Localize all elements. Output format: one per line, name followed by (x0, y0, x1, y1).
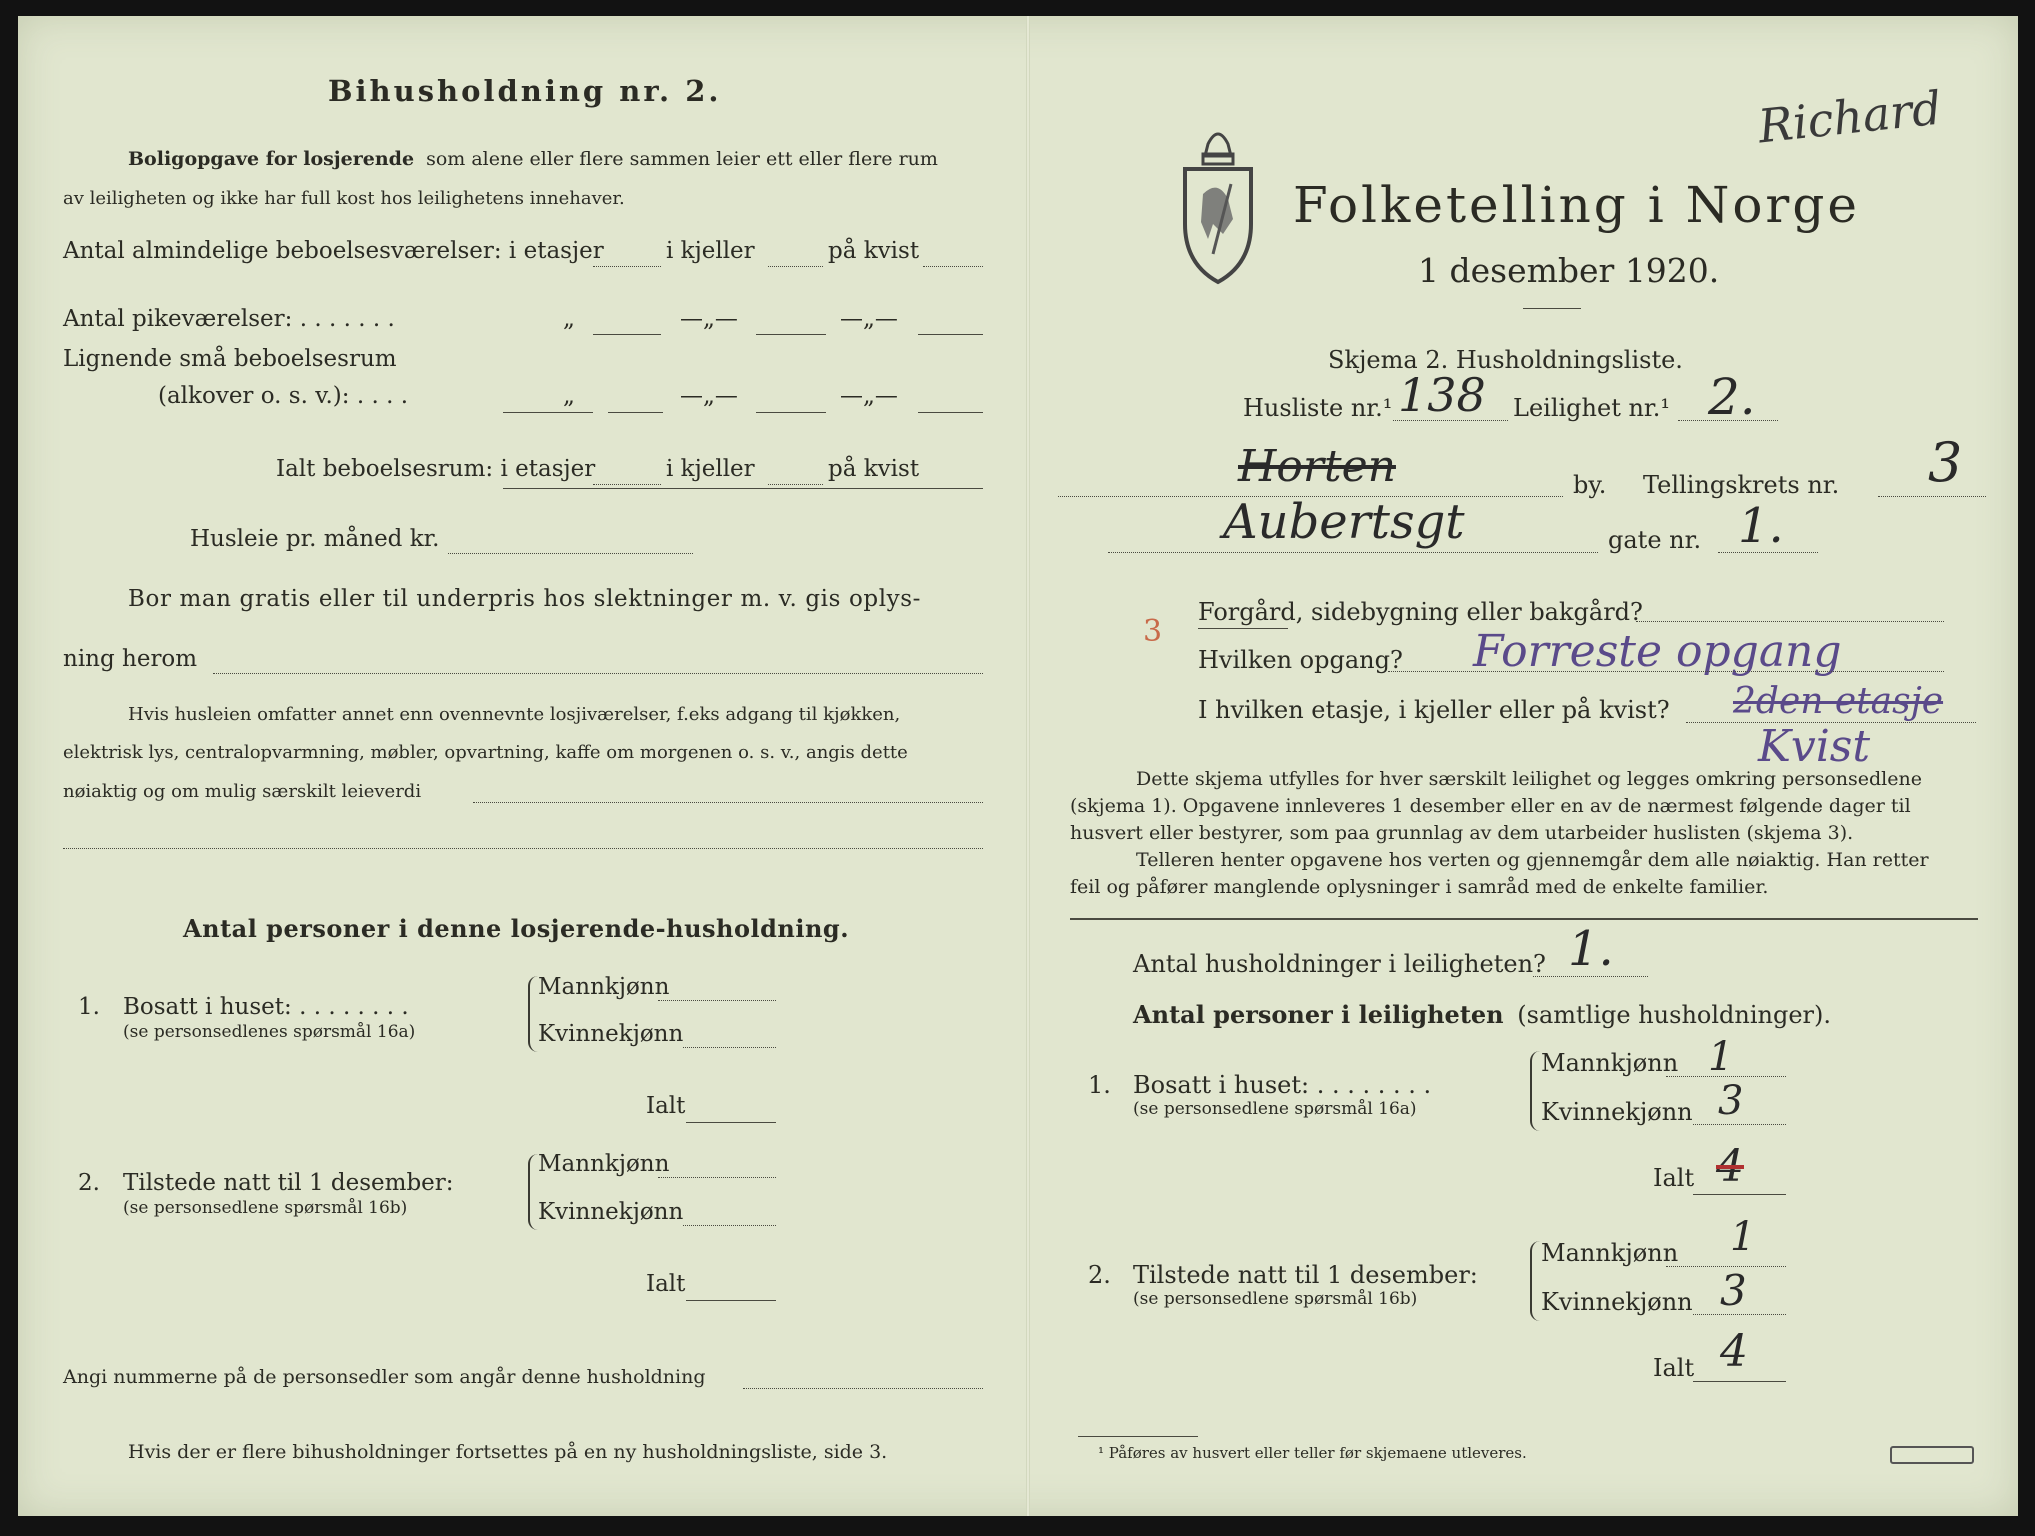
left-q1-kvinne-field[interactable] (683, 1047, 776, 1048)
by-label: by. (1573, 471, 1607, 499)
forgaard-field[interactable] (1636, 621, 1944, 622)
left-q1-mann-label: Mannkjønn (538, 974, 670, 1000)
tellingskrets-value[interactable]: 3 (1928, 431, 1963, 494)
title-rule (1523, 308, 1581, 309)
bor-field[interactable] (213, 673, 983, 674)
left-q1-num: 1. (78, 994, 100, 1020)
gate-label: gate nr. (1608, 526, 1702, 554)
form-date: 1 desember 1920. (1418, 251, 1720, 290)
left-q2-kvinne-field[interactable] (683, 1225, 776, 1226)
left-q2-ialt-field[interactable] (686, 1300, 776, 1301)
leilighet-label: Leilighet nr.¹ (1513, 394, 1671, 422)
corner-handwriting: Richard (1755, 80, 1944, 154)
instr-line-3: husvert eller bestyrer, som paa grunnlag av dem utarbeider huslisten (skjema 3). (1070, 822, 1854, 844)
gate-nr-value[interactable]: 1. (1738, 498, 1784, 554)
pike-kvist-field[interactable] (918, 334, 983, 335)
instr-line-1: Dette skjema utfylles for hver særskilt leilighet og legges omkring personsedlene (1136, 768, 1922, 790)
tellingskrets-label: Tellingskrets nr. (1643, 471, 1840, 499)
right-q1-ialt-field (1693, 1194, 1786, 1195)
right-q2-label: Tilstede natt til 1 desember: (1133, 1261, 1478, 1289)
form-title: Folketelling i Norge (1293, 176, 1860, 234)
alk-line-a[interactable] (503, 412, 593, 413)
pike-label: Antal pikeværelser: . . . . . . . (63, 306, 395, 332)
kvist-label: på kvist (828, 238, 920, 264)
right-personer-bold: Antal personer i leiligheten (1133, 1000, 1504, 1029)
antal-label: Antal almindelige beboelsesværelser: i etasjer (63, 238, 604, 264)
left-q1-ialt-label: Ialt (646, 1093, 686, 1119)
right-q1-ialt-label: Ialt (1653, 1164, 1695, 1192)
right-q2-ialt-value[interactable]: 4 (1720, 1326, 1748, 1377)
right-q2-mann-label: Mannkjønn (1541, 1239, 1679, 1267)
right-q2-ialt-label: Ialt (1653, 1354, 1695, 1382)
leieverdi-field-2[interactable] (63, 848, 983, 849)
intro-rest: som alene eller flere sammen leier ett eller flere rum (426, 148, 938, 170)
right-q1-label: Bosatt i huset: . . . . . . . . (1133, 1071, 1432, 1099)
coat-of-arms-icon (1173, 124, 1263, 289)
opgang-field (1388, 671, 1944, 672)
leilighet-field (1678, 420, 1778, 421)
left-q1-kvinne-label: Kvinnekjønn (538, 1021, 684, 1047)
census-form-sheet (18, 16, 2018, 1516)
bor-line-1: Bor man gratis eller til underpris hos slektninger m. v. gis oplys- (128, 586, 922, 612)
instr-line-2: (skjema 1). Opgavene innleveres 1 desember eller en av de nærmest følgende dager til (1070, 795, 1911, 817)
husliste-label: Husliste nr.¹ (1243, 394, 1393, 422)
husleie-label: Husleie pr. måned kr. (190, 526, 440, 552)
bor-line-2: ning herom (63, 646, 198, 672)
right-personer-heading (1133, 1000, 1831, 1029)
left-q1-label: Bosatt i huset: . . . . . . . . (123, 994, 409, 1020)
hush-field (1533, 976, 1648, 977)
instr-rule (1070, 918, 1978, 920)
right-q1-kvinne-field (1693, 1124, 1786, 1125)
angi-label: Angi nummerne på de personsedler som angår denne husholdning (63, 1366, 706, 1388)
alk-ditto-3: —„— (840, 383, 898, 409)
left-q2-mann-field[interactable] (658, 1177, 776, 1178)
right-q1-mann-field (1666, 1076, 1786, 1077)
hush-value[interactable]: 1. (1568, 921, 1614, 977)
intro-bold: Boligopgave for losjerende (128, 148, 415, 170)
page-fold (1026, 16, 1030, 1516)
ialt-kjeller-field[interactable] (768, 484, 823, 485)
by-value[interactable]: Horten (1238, 441, 1396, 492)
skjema-label: Skjema 2. Husholdningsliste. (1328, 346, 1683, 374)
right-q1-sub: (se personsedlene spørsmål 16a) (1133, 1099, 1417, 1119)
instr-line-4: Telleren henter opgavene hos verten og gjennemgår dem alle nøiaktig. Han retter (1136, 849, 1929, 871)
angi-field[interactable] (743, 1388, 983, 1389)
hvis-line-3: nøiaktig og om mulig særskilt leieverdi (63, 781, 422, 802)
right-q2-kvinne-label: Kvinnekjønn (1541, 1288, 1693, 1316)
right-q1-kvinne-value[interactable]: 3 (1718, 1078, 1744, 1124)
leilighet-value[interactable]: 2. (1708, 368, 1756, 426)
left-q2-label: Tilstede natt til 1 desember: (123, 1170, 454, 1196)
printer-stamp (1890, 1446, 1974, 1464)
footnote-rule (1078, 1436, 1198, 1437)
gate-nr-field (1718, 552, 1818, 553)
left-q1-ialt-field[interactable] (686, 1122, 776, 1123)
alkover-label: (alkover o. s. v.): . . . . (158, 383, 409, 409)
ialt-beboelse-label: Ialt beboelsesrum: i etasjer (276, 456, 596, 482)
right-q1-mann-label: Mannkjønn (1541, 1049, 1679, 1077)
kjeller-label: i kjeller (666, 238, 755, 264)
pike-ditto-3: —„— (840, 306, 898, 332)
right-q2-num: 2. (1088, 1261, 1111, 1289)
ialt-etasjer-field[interactable] (593, 484, 661, 485)
pike-ditto-1: „ (563, 306, 575, 332)
alk-ditto-2: —„— (680, 383, 738, 409)
husliste-value[interactable]: 138 (1398, 368, 1486, 422)
instr-line-5: feil og påfører manglende oplysninger i samråd med de enkelte familier. (1070, 876, 1769, 898)
right-q2-kvinne-value[interactable]: 3 (1720, 1266, 1747, 1315)
leieverdi-field[interactable] (473, 802, 983, 803)
right-q1-num: 1. (1088, 1071, 1111, 1099)
etasje-label: I hvilken etasje, i kjeller eller på kvist? (1198, 696, 1670, 724)
margin-mark: 3 (1143, 614, 1163, 649)
hush-label: Antal husholdninger i leiligheten? (1133, 950, 1546, 978)
footnote: ¹ Påføres av husvert eller teller før skjemaene utleveres. (1098, 1444, 1527, 1462)
pike-kjeller-field[interactable] (756, 334, 826, 335)
left-personer-heading: Antal personer i denne losjerende-husholdning. (183, 914, 850, 943)
forgaard-underline (1198, 628, 1288, 629)
alk-kvist-field[interactable] (918, 412, 983, 413)
right-q2-kvinne-field (1693, 1314, 1786, 1315)
intro-line-1 (128, 148, 938, 170)
ialt-kvist-label: på kvist (828, 456, 920, 482)
left-q2-mann-label: Mannkjønn (538, 1151, 670, 1177)
right-personer-paren: (samtlige husholdninger). (1517, 1001, 1832, 1029)
tellingskrets-field (1878, 496, 1986, 497)
opgang-value[interactable]: Forreste opgang (1473, 626, 1842, 677)
husleie-field[interactable] (448, 553, 693, 554)
left-q2-kvinne-label: Kvinnekjønn (538, 1199, 684, 1225)
gate-value[interactable]: Aubertsgt (1223, 494, 1465, 550)
gate-field (1108, 552, 1598, 553)
right-q1-kvinne-label: Kvinnekjønn (1541, 1098, 1693, 1126)
etasje-value-1[interactable]: 2den etasje (1733, 681, 1944, 722)
hvis-line-1: Hvis husleien omfatter annet enn ovennevnte losjiværelser, f.eks adgang til kjøkken, (128, 704, 901, 725)
left-q1-sub: (se personsedlenes spørsmål 16a) (123, 1022, 416, 1042)
hvis-line-2: elektrisk lys, centralopvarmning, møbler, opvartning, kaffe om morgenen o. s. v., angis dette (63, 742, 908, 763)
kjeller-field[interactable] (768, 266, 823, 267)
ialt-kjeller-label: i kjeller (666, 456, 755, 482)
left-footer: Hvis der er flere bihusholdninger fortsettes på en ny husholdningsliste, side 3. (128, 1441, 888, 1463)
right-q2-sub: (se personsedlene spørsmål 16b) (1133, 1289, 1418, 1309)
left-q2-ialt-label: Ialt (646, 1271, 686, 1297)
right-q2-mann-value[interactable]: 1 (1730, 1214, 1756, 1260)
left-q1-mann-field[interactable] (658, 1000, 776, 1001)
alk-ditto-1: „ (563, 383, 575, 409)
left-q2-num: 2. (78, 1170, 100, 1196)
pike-etasjer-field[interactable] (593, 334, 661, 335)
alk-etasjer-field[interactable] (608, 412, 663, 413)
left-title: Bihusholdning nr. 2. (328, 74, 722, 108)
ialt-underline (503, 488, 983, 489)
opgang-label: Hvilken opgang? (1198, 646, 1403, 674)
right-q1-ialt-value[interactable]: 4 (1716, 1141, 1744, 1192)
kvist-field[interactable] (923, 266, 983, 267)
right-q2-ialt-field (1693, 1381, 1786, 1382)
left-q2-sub: (se personsedlene spørsmål 16b) (123, 1198, 408, 1218)
pike-ditto-2: —„— (680, 306, 738, 332)
etasjer-field[interactable] (593, 266, 661, 267)
alk-kjeller-field[interactable] (756, 412, 826, 413)
etasje-value-2[interactable]: Kvist (1758, 721, 1871, 772)
right-q1-mann-value[interactable]: 1 (1708, 1034, 1734, 1080)
husliste-field (1393, 420, 1508, 421)
lignende-label: Lignende små beboelsesrum (63, 346, 397, 372)
intro-line-2: av leiligheten og ikke har full kost hos leilighetens innehaver. (63, 188, 625, 209)
forgaard-label: Forgård, sidebygning eller bakgård? (1198, 598, 1643, 626)
